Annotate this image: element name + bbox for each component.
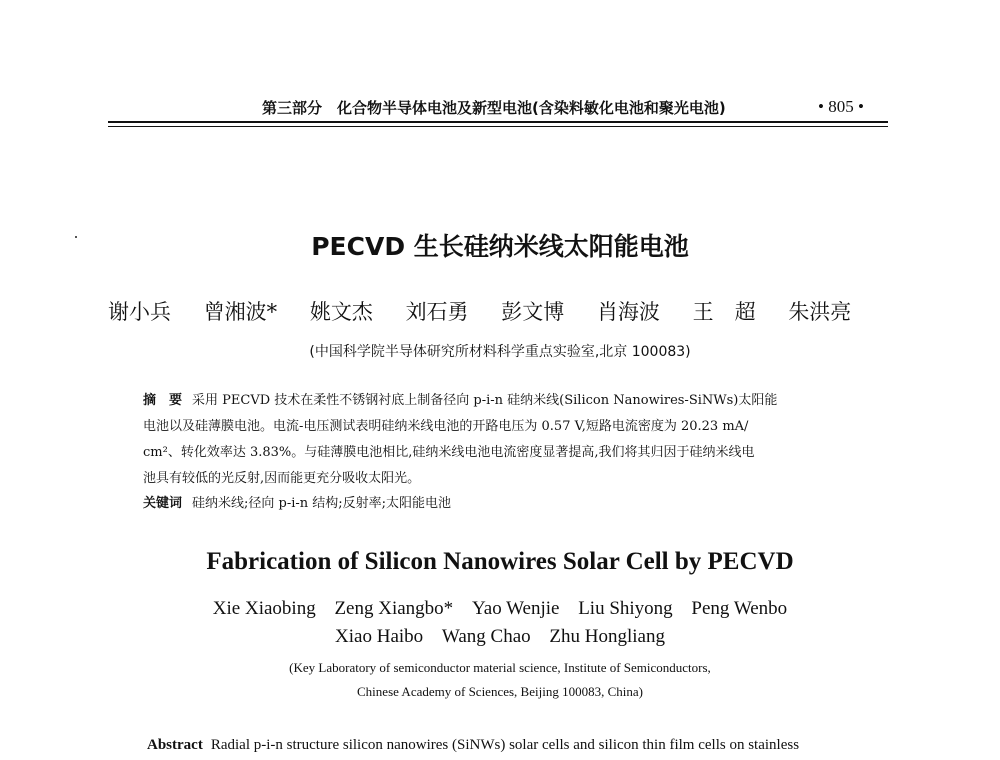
keywords-cn-text: 硅纳米线;径向 p-i-n 结构;反射率;太阳能电池 bbox=[192, 496, 452, 511]
abstract-cn-label: 摘 要 bbox=[143, 393, 183, 408]
abstract-cn-line: 池具有较低的光反射,因而能更充分吸收太阳光。 bbox=[143, 471, 421, 486]
affiliation-en-line1: (Key Laboratory of semiconductor material science, Institute of Semiconductors, bbox=[289, 660, 711, 675]
author-list-en-line1 bbox=[0, 598, 1000, 620]
abstract-cn-line: 电池以及硅薄膜电池。电流-电压测试表明硅纳米线电池的开路电压为 0.57 V,短路电流密度为 20.23 mA/ bbox=[143, 419, 749, 434]
abstract-en bbox=[147, 737, 799, 754]
author-en: Zhu Hongliang bbox=[549, 626, 665, 647]
author-en: Liu Shiyong bbox=[578, 598, 673, 619]
author-list-en-line2 bbox=[0, 626, 1000, 648]
author-en: Zeng Xiangbo* bbox=[334, 598, 454, 619]
abstract-cn-text: 采用 PECVD 技术在柔性不锈钢衬底上制备径向 p-i-n 硅纳米线(Silicon Nanowires-SiNWs)太阳能 bbox=[192, 393, 778, 408]
author-en: Xiao Haibo bbox=[335, 626, 424, 647]
page-number: • 805 • bbox=[818, 97, 864, 116]
abstract-cn-line bbox=[143, 388, 855, 414]
author-cn: 曾湘波* bbox=[203, 300, 278, 324]
abstract-cn bbox=[143, 388, 855, 492]
author-cn: 彭文博 bbox=[501, 300, 565, 324]
author-en: Wang Chao bbox=[441, 626, 531, 647]
author-cn: 谢小兵 bbox=[108, 300, 171, 324]
header-rule-thick bbox=[108, 121, 888, 123]
author-en: Yao Wenjie bbox=[471, 598, 560, 619]
header-rule-thin bbox=[108, 126, 888, 127]
affiliation-en-line2: Chinese Academy of Sciences, Beijing 100083, China) bbox=[357, 684, 643, 699]
keywords-cn-label: 关键词 bbox=[143, 496, 183, 511]
affiliation-cn: (中国科学院半导体研究所材料科学重点实验室,北京 100083) bbox=[309, 344, 691, 360]
author-cn: 肖海波 bbox=[596, 300, 660, 324]
paper-title-cn: PECVD 生长硅纳米线太阳能电池 bbox=[311, 232, 689, 261]
author-en: Peng Wenbo bbox=[691, 598, 788, 619]
abstract-en-label: Abstract bbox=[147, 737, 203, 753]
keywords-cn bbox=[143, 492, 451, 511]
author-en: Xie Xiaobing bbox=[212, 598, 316, 619]
abstract-cn-line: cm²、转化效率达 3.83%。与硅薄膜电池相比,硅纳米线电池电流密度显著提高,我们将其归因于硅纳米线电 bbox=[143, 445, 755, 460]
author-list-cn bbox=[108, 296, 877, 326]
author-cn: 朱洪亮 bbox=[788, 300, 852, 324]
running-header: 第三部分 化合物半导体电池及新型电池(含染料敏化电池和聚光电池) bbox=[262, 99, 726, 117]
author-cn: 王 超 bbox=[692, 300, 756, 324]
author-cn: 刘石勇 bbox=[405, 300, 469, 324]
paper-title-en: Fabrication of Silicon Nanowires Solar Cell by PECVD bbox=[206, 548, 794, 575]
abstract-en-text: Radial p-i-n structure silicon nanowires (SiNWs) solar cells and silicon thin film cells on stainless bbox=[210, 737, 800, 753]
author-cn: 姚文杰 bbox=[309, 300, 373, 324]
